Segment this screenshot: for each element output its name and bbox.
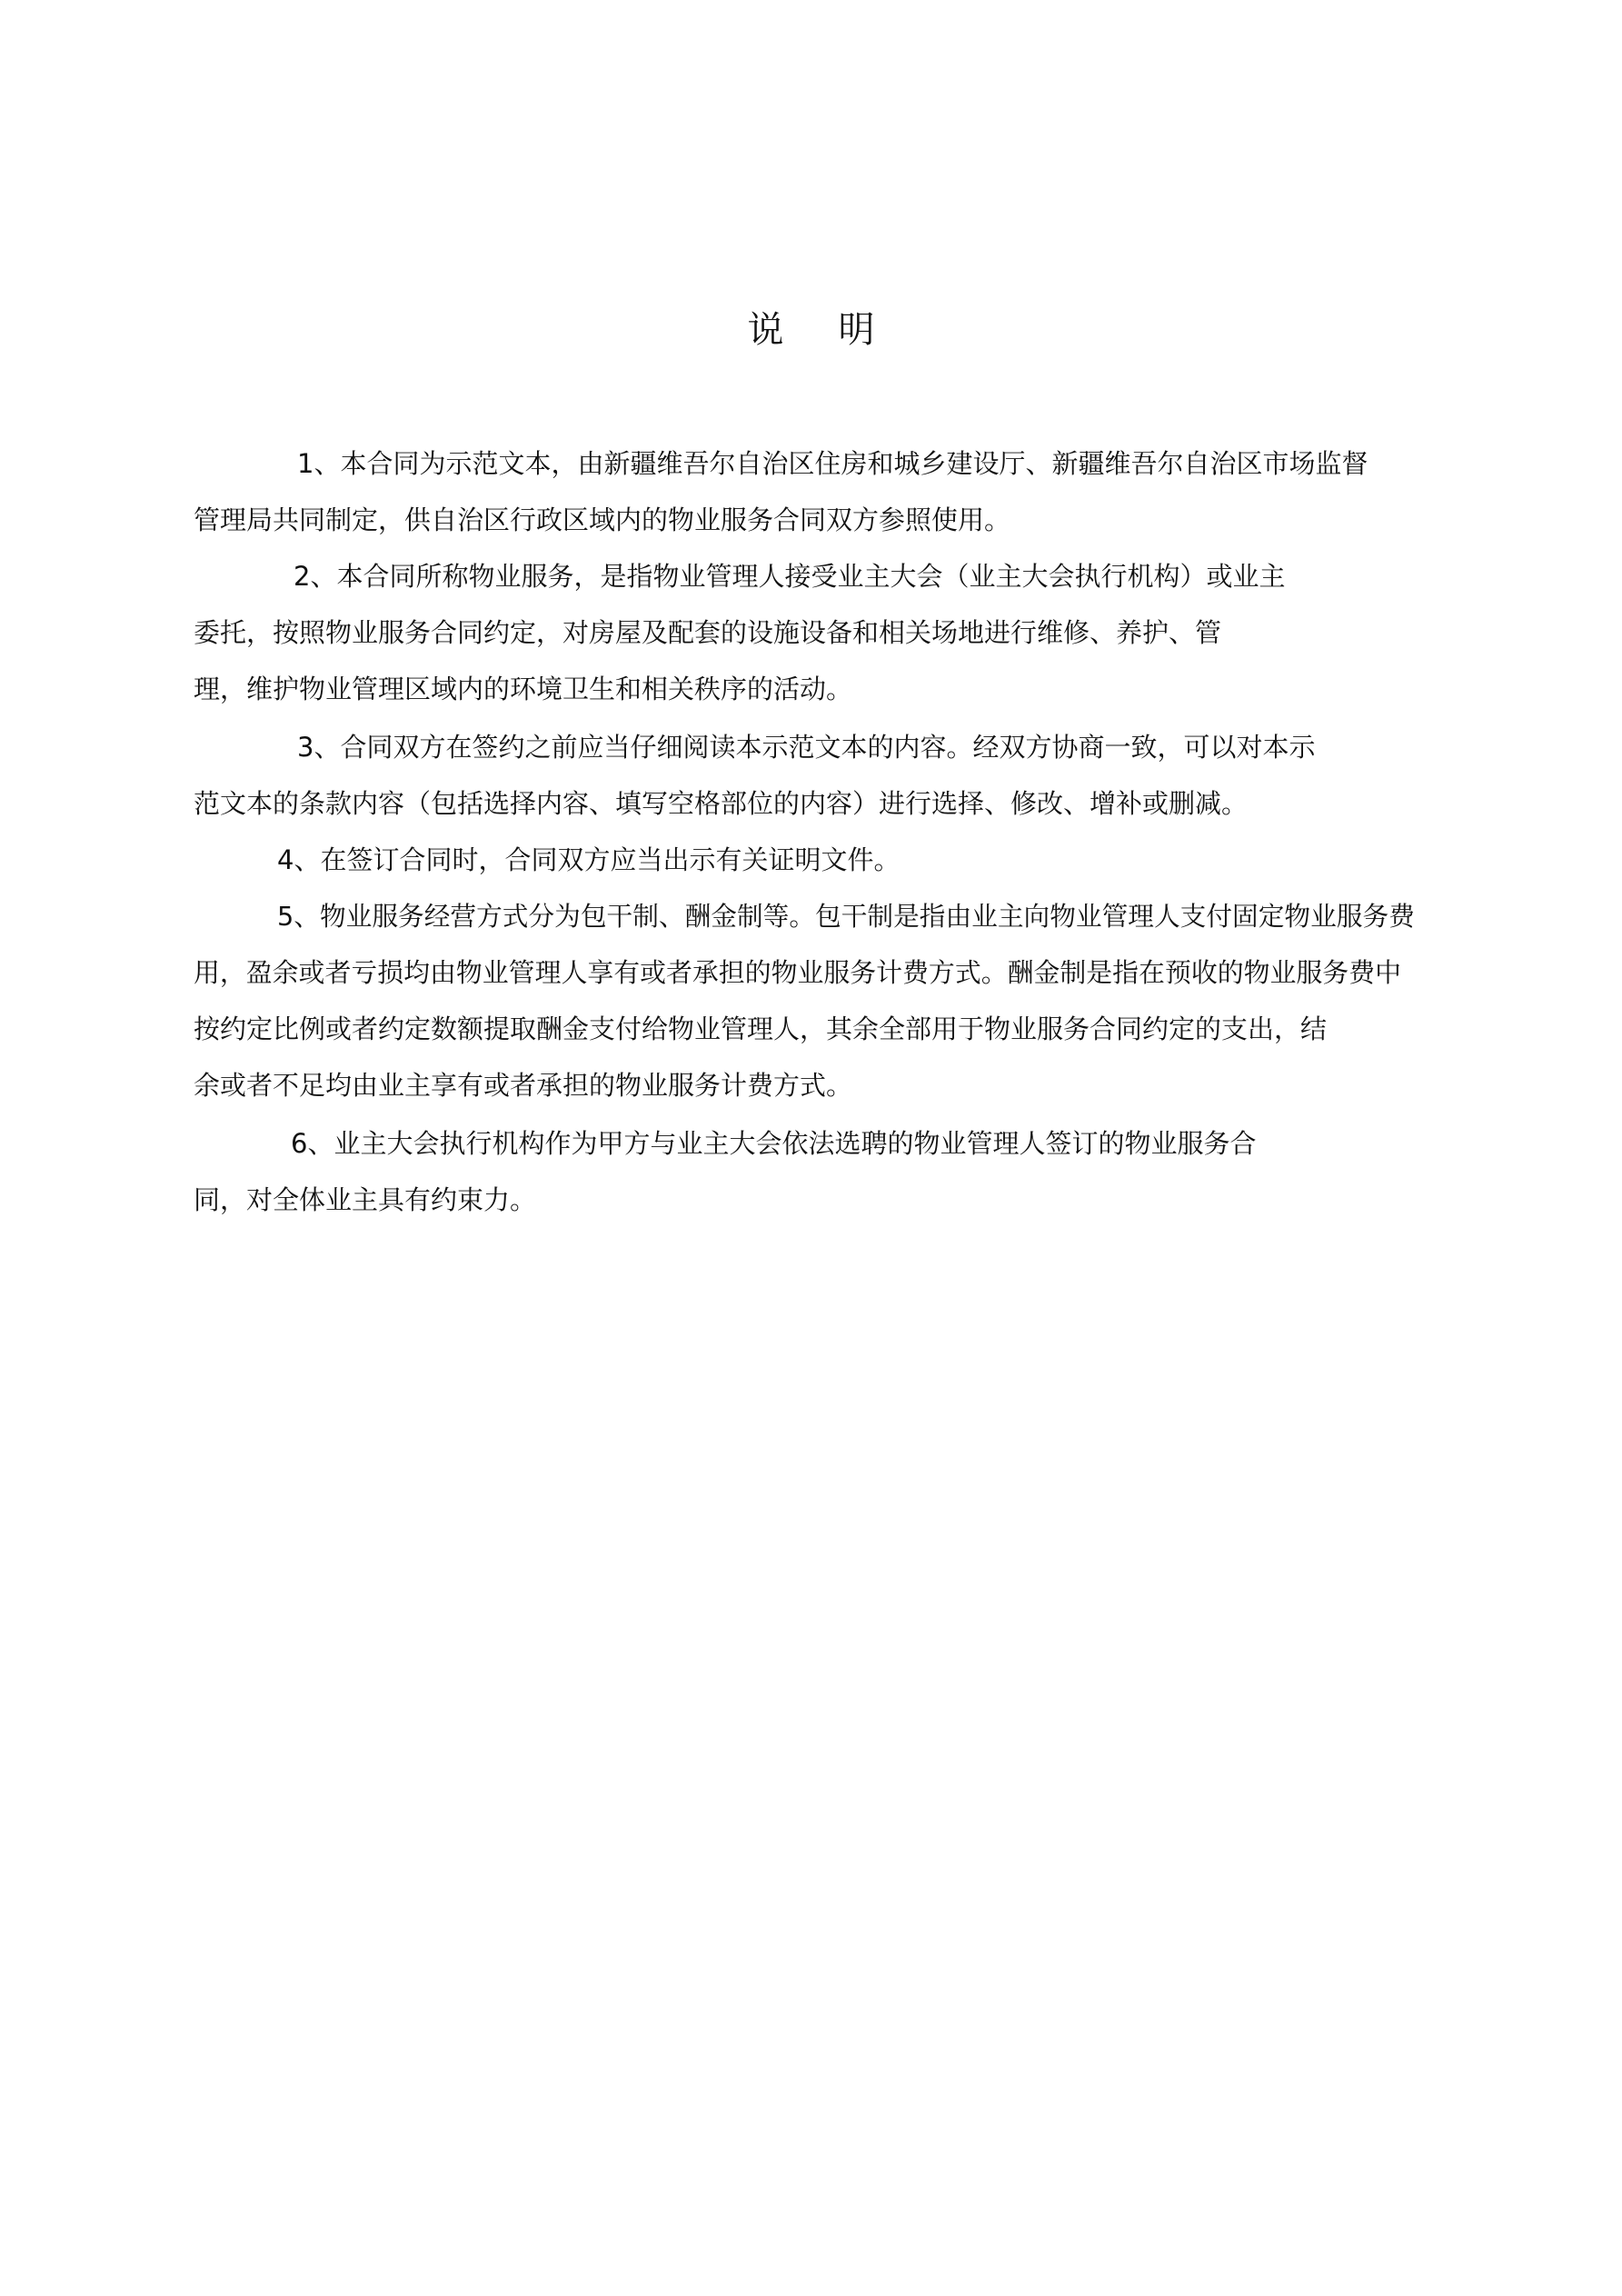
paragraph-4-line-1: 4、在签订合同时，合同双方应当出示有关证明文件。 [277, 844, 901, 875]
paragraph-2-line-3: 理，维护物业管理区域内的环境卫生和相关秩序的活动。 [194, 674, 853, 704]
paragraph-2-line-2: 委托，按照物业服务合同约定，对房屋及配套的设施设备和相关场地进行维修、养护、管 [194, 617, 1222, 648]
paragraph-6-line-2: 同，对全体业主具有约束力。 [194, 1184, 537, 1215]
paragraph-5-line-3: 按约定比例或者约定数额提取酬金支付给物业管理人，其余全部用于物业服务合同约定的支出，结 [194, 1013, 1328, 1044]
paragraph-5-line-2: 用，盈余或者亏损均由物业管理人享有或者承担的物业服务计费方式。酬金制是指在预收的物业服务费中 [194, 957, 1401, 988]
document-title: 说明 [747, 309, 930, 351]
paragraph-3-line-1: 3、合同双方在签约之前应当仔细阅读本示范文本的内容。经双方协商一致，可以对本示 [297, 732, 1316, 763]
paragraph-5-line-1: 5、物业服务经营方式分为包干制、酬金制等。包干制是指由业主向物业管理人支付固定物业服务费 [277, 901, 1415, 932]
paragraph-5-line-4: 余或者不足均由业主享有或者承担的物业服务计费方式。 [194, 1070, 853, 1101]
paragraph-3-line-2: 范文本的条款内容（包括选择内容、填写空格部位的内容）进行选择、修改、增补或删减。 [194, 788, 1249, 819]
paragraph-1-line-2: 管理局共同制定，供自治区行政区域内的物业服务合同双方参照使用。 [194, 504, 1011, 535]
paragraph-2-line-1: 2、本合同所称物业服务，是指物业管理人接受业主大会（业主大会执行机构）或业主 [294, 561, 1286, 592]
paragraph-1-line-1: 1、本合同为示范文本，由新疆维吾尔自治区住房和城乡建设厅、新疆维吾尔自治区市场监督 [297, 448, 1368, 479]
paragraph-6-line-1: 6、业主大会执行机构作为甲方与业主大会依法选聘的物业管理人签订的物业服务合 [291, 1128, 1257, 1159]
